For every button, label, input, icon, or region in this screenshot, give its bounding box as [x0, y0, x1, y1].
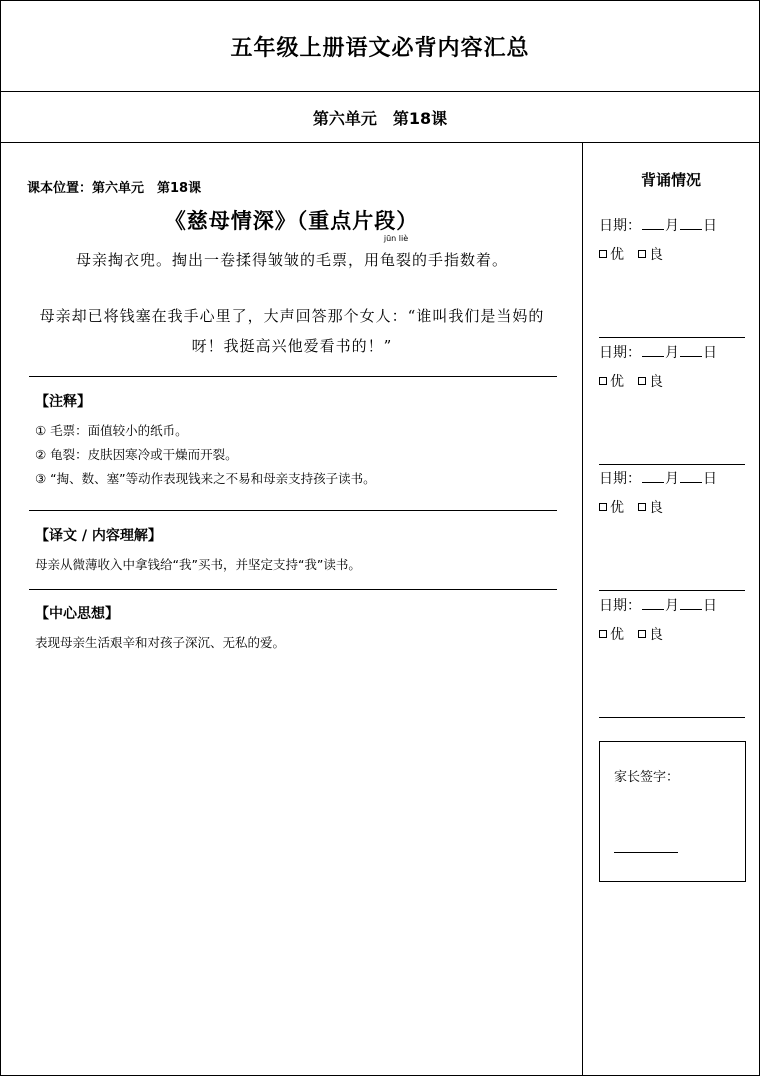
grade-good-label: 优: [610, 247, 624, 263]
theme-section: [35, 603, 555, 655]
ruby-word: [379, 234, 412, 275]
notes-section: [35, 391, 555, 491]
recitation-entry: [599, 340, 749, 395]
entry-divider: [599, 590, 745, 591]
month-label: 月: [665, 471, 679, 487]
recitation-entry: [599, 213, 749, 268]
excerpt-paragraph-2: 母亲却已将钱塞在我手心里了，大声回答那个女人：“谁叫我们是当妈的呀！我挺高兴他爱看书的！”: [39, 307, 545, 355]
excerpt-1-end: 的手指数着。: [412, 251, 509, 269]
note-item: ② 龟裂：皮肤因寒冷或干燥而开裂。: [35, 447, 238, 462]
grade-good-label: 优: [610, 374, 624, 390]
textbook-location: 课本位置：第六单元 第18课: [27, 181, 202, 196]
grade-good-option[interactable]: [599, 500, 624, 516]
date-label: 日期：: [599, 345, 641, 361]
month-label: 月: [665, 218, 679, 234]
theme-text: 表现母亲生活艰辛和对孩子深沉、无私的爱。: [35, 635, 286, 650]
content-column: [1, 143, 583, 1075]
entry-divider: [599, 717, 745, 718]
section-divider: [29, 589, 557, 590]
translation-text: 母亲从微薄收入中拿钱给“我”买书，并坚定支持“我”读书。: [35, 557, 361, 572]
grade-ok-option[interactable]: [638, 247, 663, 263]
grade-ok-option[interactable]: [638, 627, 663, 643]
grade-ok-label: 良: [649, 500, 663, 516]
checkbox-icon[interactable]: [599, 630, 607, 638]
text-title: 《慈母情深》（重点片段）: [164, 208, 419, 233]
checkbox-icon[interactable]: [638, 630, 646, 638]
date-line: [599, 213, 749, 239]
day-label: 日: [703, 218, 717, 234]
date-label: 日期：: [599, 471, 641, 487]
grade-good-option[interactable]: [599, 247, 624, 263]
date-line: [599, 340, 749, 366]
grade-good-label: 优: [610, 500, 624, 516]
note-item: ① 毛票：面值较小的纸币。: [35, 423, 188, 438]
grade-good-option[interactable]: [599, 627, 624, 643]
grade-ok-option[interactable]: [638, 500, 663, 516]
grade-good-label: 优: [610, 627, 624, 643]
recitation-status-title: 背诵情况: [640, 171, 701, 189]
day-label: 日: [703, 598, 717, 614]
grade-line: [599, 242, 749, 268]
excerpt-paragraph-1: [29, 234, 555, 275]
checkbox-icon[interactable]: [638, 503, 646, 511]
recitation-entry: [599, 466, 749, 521]
checkbox-icon[interactable]: [599, 250, 607, 258]
grade-ok-label: 良: [649, 627, 663, 643]
grade-line: [599, 622, 749, 648]
entry-divider: [599, 337, 745, 338]
translation-section: [35, 525, 555, 577]
pinyin-annotation: jūn liè: [383, 234, 409, 243]
recitation-column: [583, 143, 759, 1075]
month-blank[interactable]: [642, 595, 664, 610]
note-item: ③ “掏、数、塞”等动作表现钱来之不易和母亲支持孩子读书。: [35, 471, 376, 486]
month-blank[interactable]: [642, 468, 664, 483]
parent-signature-box[interactable]: [599, 741, 746, 882]
date-line: [599, 593, 749, 619]
day-label: 日: [703, 471, 717, 487]
day-blank[interactable]: [680, 468, 702, 483]
date-label: 日期：: [599, 218, 641, 234]
unit-row: [1, 92, 759, 143]
excerpt-1-start: 母亲掏衣兜。掏出一卷揉得皱皱的毛票，用: [75, 251, 380, 269]
theme-heading: 【中心思想】: [35, 606, 119, 622]
month-label: 月: [665, 598, 679, 614]
day-label: 日: [703, 345, 717, 361]
title-row: [1, 1, 759, 92]
signature-line[interactable]: [614, 852, 678, 853]
checkbox-icon[interactable]: [599, 503, 607, 511]
checkbox-icon[interactable]: [599, 377, 607, 385]
checkbox-icon[interactable]: [638, 250, 646, 258]
month-label: 月: [665, 345, 679, 361]
notes-heading: 【注释】: [35, 394, 91, 410]
day-blank[interactable]: [680, 342, 702, 357]
page-title: 五年级上册语文必背内容汇总: [230, 35, 530, 61]
translation-heading: 【译文 / 内容理解】: [35, 528, 162, 544]
day-blank[interactable]: [680, 215, 702, 230]
unit-lesson-label: 第六单元 第18课: [312, 108, 448, 128]
month-blank[interactable]: [642, 215, 664, 230]
grade-ok-label: 良: [649, 247, 663, 263]
section-divider: [29, 510, 557, 511]
date-label: 日期：: [599, 598, 641, 614]
grade-line: [599, 495, 749, 521]
grade-line: [599, 369, 749, 395]
day-blank[interactable]: [680, 595, 702, 610]
entry-divider: [599, 464, 745, 465]
section-divider: [29, 376, 557, 377]
grade-ok-label: 良: [649, 374, 663, 390]
checkbox-icon[interactable]: [638, 377, 646, 385]
month-blank[interactable]: [642, 342, 664, 357]
date-line: [599, 466, 749, 492]
ruby-base-text: 龟裂: [379, 251, 412, 269]
parent-signature-label: 家长签字：: [614, 770, 680, 785]
recitation-entry: [599, 593, 749, 648]
grade-good-option[interactable]: [599, 374, 624, 390]
grade-ok-option[interactable]: [638, 374, 663, 390]
